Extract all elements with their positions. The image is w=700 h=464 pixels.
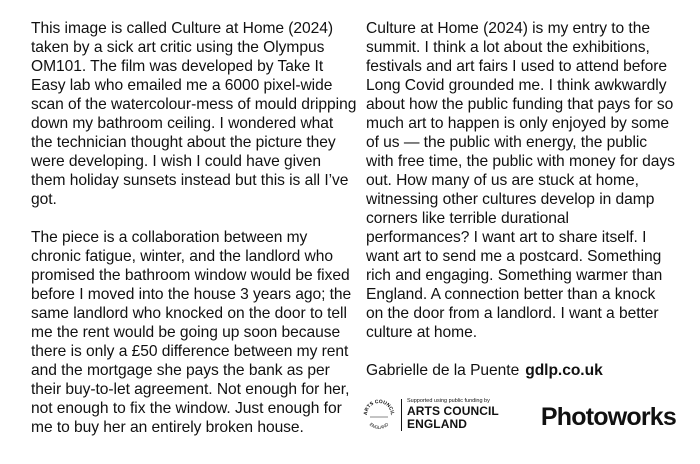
paragraph-intro: This image is called Culture at Home (2024) taken by a sick art critic using the Olympus OM101. The film was developed by Take It Easy lab who emailed me a 6000 pixel-wide scan of the watercolour-mess of mould dripping down my bathroom ceiling. I wondered what the technician thought about the picture they were developing. I wish I could have given them holiday sunsets instead but this is all I’ve got. xyxy=(31,20,357,208)
paragraph-collaboration: The piece is a collaboration between my chronic fatigue, winter, and the landlord who promised the bathroom window would be fixed before I moved into the house 3 years ago; the same landlord who knocked on the door to tell me the rent would be going up soon because there is only a £50 difference between my rent and the mortgage she pays the bank as per their buy-to-let agreement. Not enough for her, not enough to fix the window. Just enough for me to buy her an entirely broken house. xyxy=(31,229,352,436)
left-text-column xyxy=(31,19,357,456)
sponsor-logos xyxy=(361,397,676,437)
svg-text:ENGLAND: ENGLAND xyxy=(368,421,390,431)
arts-council-wordmark xyxy=(407,398,499,430)
right-text-column xyxy=(366,19,676,399)
funding-note: Supported using public funding by xyxy=(407,398,490,404)
author-website-link[interactable]: gdlp.co.uk xyxy=(525,362,603,379)
arts-council-name-line2: ENGLAND xyxy=(407,416,468,431)
arts-council-divider xyxy=(401,399,402,431)
signature-line xyxy=(366,361,676,380)
arts-council-name-line1: ARTS COUNCIL xyxy=(407,404,499,418)
photoworks-logo: Photoworks xyxy=(540,403,676,431)
arts-council-seal-logo xyxy=(361,397,397,433)
author-name: Gabrielle de la Puente xyxy=(366,362,520,379)
svg-text:ARTS COUNCIL: ARTS COUNCIL xyxy=(362,398,396,416)
paragraph-summit: Culture at Home (2024) is my entry to the summit. I think a lot about the exhibitions, festivals and art fairs I used to attend before Long Covid grounded me. I think awkwardly about how the public funding that pays for so much art to happen is only enjoyed by some of us — the public with energy, the public with free time, the public with money for days out. How many of us are stuck at home, witnessing other cultures develop in damp corners like terrible durational performances? I want art to share itself. I want art to send me a postcard. Something rich and engaging. Something warmer than England. A connection better than a knock on the door from a landlord. I want a better culture at home. xyxy=(366,20,675,341)
